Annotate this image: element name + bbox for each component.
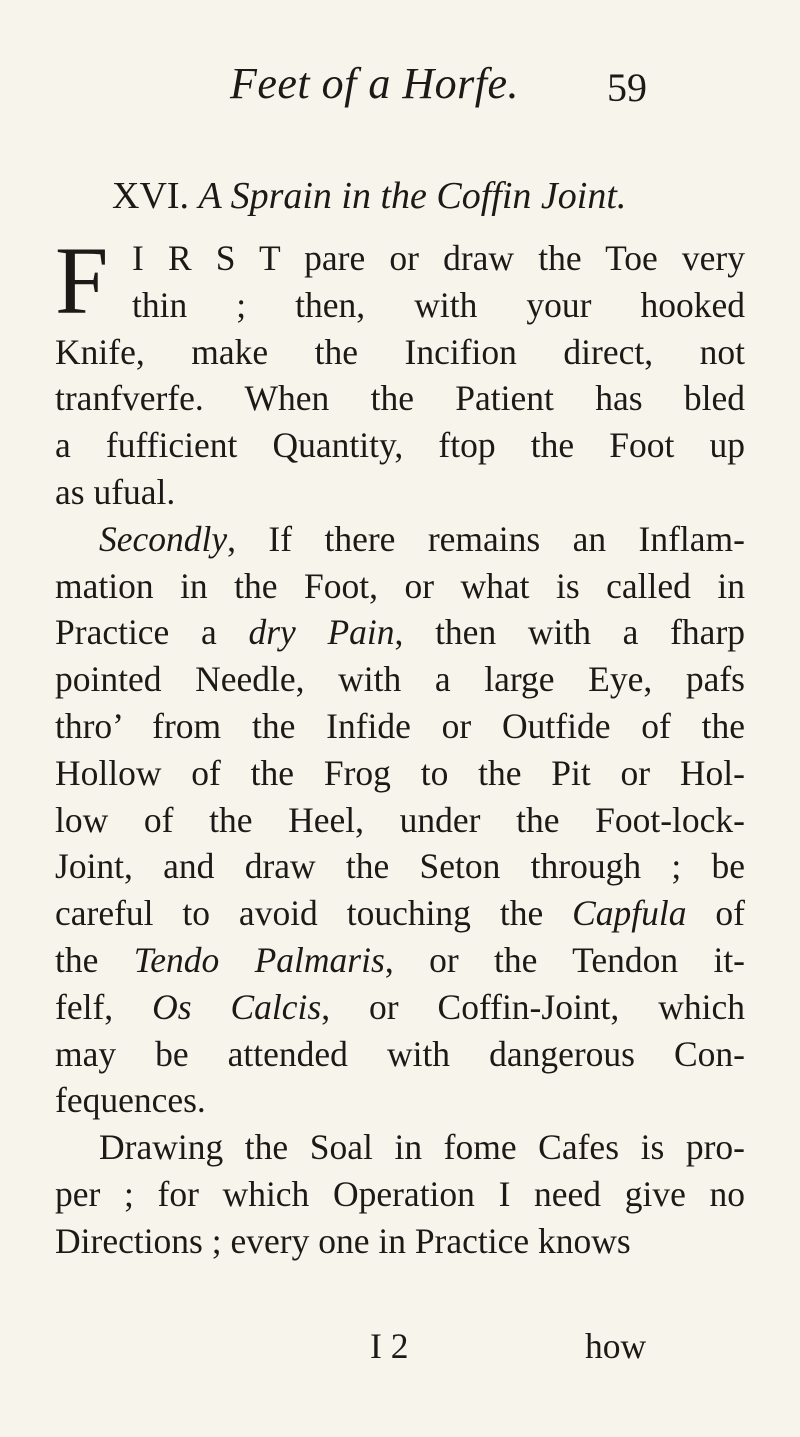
text-run: Joint, and draw the Seton through ; be [55, 846, 745, 887]
text-line [55, 1171, 745, 1218]
text-run: Directions ; every one in Practice knows [55, 1220, 631, 1261]
text-run: , or Coffin-Joint, which [321, 986, 745, 1027]
text-line [55, 1031, 745, 1078]
text-run: a fufficient Quantity, ftop the Foot up [55, 425, 745, 466]
text-run: thro’ from the Infide or Outfide of the [55, 705, 745, 746]
text-run: Practice a [55, 612, 249, 653]
drop-cap: F [55, 227, 109, 334]
italic-phrase: Os Calcis [152, 986, 322, 1027]
text-line [55, 937, 745, 984]
text-line [55, 375, 745, 422]
text-line [55, 235, 745, 282]
page-number: 59 [607, 65, 647, 110]
text-run: thin ; then, with your hooked [132, 284, 745, 325]
text-run: may be attended with dangerous Con- [55, 1033, 745, 1074]
text-line [55, 890, 745, 937]
text-run: fequences. [55, 1080, 206, 1121]
running-head-title: Feet of a Horfe. [230, 59, 520, 108]
text-run: mation in the Foot, or what is called in [55, 565, 745, 606]
text-line [55, 609, 745, 656]
section-heading [112, 174, 626, 218]
text-line [55, 1124, 745, 1171]
text-line [55, 469, 745, 516]
text-line [55, 797, 745, 844]
text-run: as ufual. [55, 471, 176, 512]
text-run: Knife, make the Incifion direct, not [55, 331, 745, 372]
text-line [55, 1077, 745, 1124]
text-line [55, 984, 745, 1031]
italic-phrase: Tendo Palmaris [133, 939, 385, 980]
catchword: how [585, 1326, 647, 1366]
text-line [55, 282, 745, 329]
text-line [55, 703, 745, 750]
text-line [55, 750, 745, 797]
italic-phrase: dry Pain [248, 612, 395, 653]
text-run: Drawing the Soal in fome Cafes is pro- [99, 1127, 745, 1168]
italic-phrase: Capfula [572, 893, 687, 934]
text-run: of [686, 893, 745, 934]
italic-phrase: Secondly [99, 518, 228, 559]
text-run: , then with a fharp [394, 612, 746, 653]
text-run: low of the Heel, under the Foot-lock- [55, 799, 745, 840]
text-line [55, 563, 745, 610]
text-line [55, 329, 745, 376]
text-run: , or the Tendon it- [384, 939, 746, 980]
text-run: Hollow of the Frog to the Pit or Hol- [55, 752, 745, 793]
text-run: the [55, 939, 134, 980]
signature-mark: I 2 [370, 1326, 409, 1366]
text-run: per ; for which Operation I need give no [55, 1173, 745, 1214]
section-title: A Sprain in the Coffin Joint. [198, 175, 627, 217]
text-run: tranfverfe. When the Patient has bled [55, 378, 745, 419]
text-run: I R S T pare or draw the Toe very [132, 238, 745, 278]
text-run: careful to avoid touching the [55, 893, 573, 934]
text-run: pointed Needle, with a large Eye, pafs [55, 659, 745, 700]
text-line [55, 843, 745, 890]
body-text [55, 227, 746, 1265]
text-line [55, 516, 745, 563]
text-line [55, 422, 745, 469]
text-line [55, 656, 745, 703]
section-number: XVI. [112, 175, 190, 217]
running-head [0, 58, 800, 118]
text-line [55, 1218, 745, 1265]
text-run: , If there remains an Inflam- [227, 518, 745, 559]
text-run: felf, [55, 986, 153, 1027]
